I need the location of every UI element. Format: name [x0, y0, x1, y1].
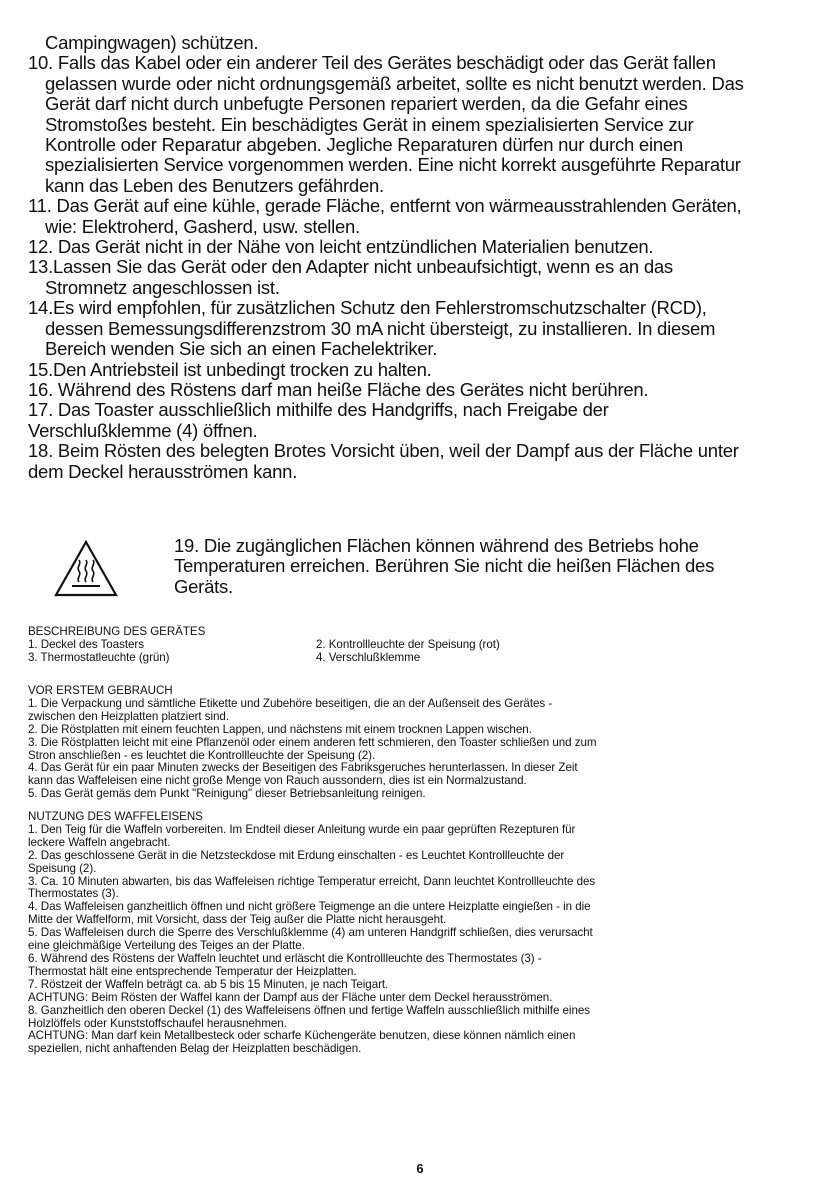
text-line: 1. Die Verpackung und sämtliche Etikette und Zubehöre beseitigen, die an der Außenseit des Gerätes -: [28, 696, 553, 710]
text-line: Speisung (2).: [28, 861, 97, 875]
safety-item-first-line: 10. Falls das Kabel oder ein anderer Teil des Gerätes beschädigt oder das Gerät fallen: [28, 52, 716, 74]
text-line: eine gleichmäßige Verteilung des Teiges an der Platte.: [28, 939, 305, 953]
parts-row: [28, 652, 818, 665]
text-line: 3. Die Röstplatten leicht mit eine Pflanzenöl oder einem anderen fett schmieren, den Toaster schließen und zum: [28, 735, 597, 749]
safety-item-first-line: 18. Beim Rösten des belegten Brotes Vorsicht üben, weil der Dampf aus der Fläche unter: [28, 440, 739, 462]
text-line: Thermostates (3).: [28, 887, 119, 901]
safety-item-11: [28, 196, 818, 237]
text-line: 8. Ganzheitlich den oberen Deckel (1) des Waffeleisens öffnen und fertige Waffeln ausschließlich mithilfe eines: [28, 1003, 590, 1017]
text-line: kann das Waffeleisen eine nicht große Menge von Rauch aussondern, dies ist ein Normalzustand.: [28, 774, 527, 788]
text-line: 6. Während des Röstens der Waffeln leuchtet und erläscht die Kontrollleuchte des Thermostates (3) -: [28, 951, 542, 965]
safety-item-line: wie: Elektroherd, Gasherd, usw. stellen.: [45, 215, 360, 237]
safety-item-first-line: 16. Während des Röstens darf man heiße Fläche des Gerätes nicht berühren.: [28, 378, 649, 400]
text-line: 4. Das Gerät für ein paar Minuten zwecks der Beseitigen des Fabriksgeruches herunterlassen. In dieser Zeit: [28, 761, 578, 775]
safety-item-line: dessen Bemessungsdifferenzstrom 30 mA nicht übersteigt, zu installieren. In diesem: [45, 317, 716, 339]
hot-surface-warning: [28, 536, 818, 616]
safety-item-line: Kontrolle oder Reparatur abgeben. Jegliche Reparaturen dürfen nur durch einen: [45, 134, 683, 156]
safety-item-line: gelassen wurde oder nicht ordnungsgemäß arbeitet, sollte es nicht benutzt werden. Das: [45, 72, 744, 94]
safety-item-14: [28, 298, 818, 359]
part-label: 4. Verschlußklemme: [316, 650, 421, 664]
safety-item-line: Bereich wenden Sie sich an einen Fachelektriker.: [45, 338, 438, 360]
safety-item-10: [28, 53, 818, 196]
safety-item-first-line: 17. Das Toaster ausschließlich mithilfe des Handgriffs, nach Freigabe der: [28, 399, 609, 421]
text-line: Mitte der Waffelform, mit Vorsicht, dass der Teig außer die Platte nicht herausgeht.: [28, 913, 447, 927]
warning-line: Temperaturen erreichen. Berühren Sie nicht die heißen Flächen des: [174, 555, 715, 577]
page-number: 6: [416, 1161, 424, 1176]
safety-item-13: [28, 257, 818, 298]
text-line: 7. Röstzeit der Waffeln beträgt ca. ab 5 bis 15 Minuten, je nach Teigart.: [28, 977, 389, 991]
safety-item-17: [28, 400, 818, 441]
warning-text: [174, 536, 814, 597]
safety-item-line: Stromnetz angeschlossen ist.: [45, 276, 280, 298]
text-line: 3. Ca. 10 Minuten abwarten, bis das Waffeleisen richtige Temperatur erreicht, Dann leuchtet Kontrollleuchte des: [28, 874, 596, 888]
safety-item-line: Stromstoßes besteht. Ein beschädigtes Gerät in einem spezialisierten Service zur: [45, 113, 694, 135]
safety-item-first-line: 11. Das Gerät auf eine kühle, gerade Fläche, entfernt von wärmeausstrahlenden Geräten,: [28, 195, 742, 217]
text-line: 2. Das geschlossene Gerät in die Netzsteckdose mit Erdung einschalten - es Leuchtet Kontrollleuchte der: [28, 848, 565, 862]
safety-item-line: dem Deckel herausströmen kann.: [28, 460, 298, 482]
safety-item-15: [28, 360, 818, 380]
text-line: ACHTUNG: Beim Rösten der Waffel kann der Dampf aus der Fläche unter dem Deckel herausströmen.: [28, 990, 553, 1004]
text-line: 2. Die Röstplatten mit einem feuchten Lappen, und nächstens mit einem trocknen Lappen wischen.: [28, 722, 532, 736]
first-use-section: [28, 685, 818, 801]
usage-section: [28, 811, 818, 1056]
safety-item-18: [28, 441, 818, 482]
safety-item-line: Gerät darf nicht durch unbefugte Personen repariert werden, da die Gefahr eines: [45, 93, 688, 115]
hot-surface-warning-icon: [54, 540, 118, 598]
safety-item-line: Verschlußklemme (4) öffnen.: [28, 419, 258, 441]
text-line: 1. Den Teig für die Waffeln vorbereiten. Im Endteil dieser Anleitung wurde ein paar geprüften Rezepturen für: [28, 822, 576, 836]
safety-item-16: [28, 380, 818, 400]
warning-line: 19. Die zugänglichen Flächen können während des Betriebs hohe: [174, 535, 699, 556]
safety-item-first-line: 15.Den Antriebsteil ist unbedingt trocken zu halten.: [28, 358, 432, 380]
text-line: 5. Das Gerät gemäs dem Punkt "Reinigung" dieser Betriebsanleitung reinigen.: [28, 787, 426, 801]
text-line: leckere Waffeln angebracht.: [28, 835, 171, 849]
text-line: speziellen, nicht anhaftenden Belag der Heizplatten beschädigen.: [28, 1042, 362, 1056]
part-label: 3. Thermostatleuchte (grün): [28, 650, 170, 664]
text-line: ACHTUNG: Man darf kein Metallbesteck oder scharfe Küchengeräte benutzen, diese können nämlich einen: [28, 1029, 576, 1043]
text-line: 5. Das Waffeleisen durch die Sperre des Verschlußklemme (4) am unteren Handgriff schließen, dies verursacht: [28, 926, 593, 940]
safety-item-line: spezialisierten Service vorgenommen werden. Eine nicht korrekt ausgeführte Reparatur: [45, 154, 741, 176]
safety-item-line: kann das Leben des Benutzers gefährden.: [45, 174, 384, 196]
text-line: Stron anschließen - es leuchtet die Kontrollleuchte der Speisung (2).: [28, 748, 376, 762]
safety-item-first-line: 14.Es wird empfohlen, für zusätzlichen Schutz den Fehlerstromschutzschalter (RCD),: [28, 297, 707, 319]
safety-item-first-line: 13.Lassen Sie das Gerät oder den Adapter nicht unbeaufsichtigt, wenn es an das: [28, 256, 673, 278]
text-line: 4. Das Waffeleisen ganzheitlich öffnen und nicht größere Teigmenge an die untere Heizplatte eingießen - in die: [28, 900, 591, 914]
safety-item-first-line: 12. Das Gerät nicht in der Nähe von leicht entzündlichen Materialien benutzen.: [28, 236, 654, 258]
safety-instructions: [28, 33, 818, 482]
parts-row: [28, 639, 818, 652]
section-heading: NUTZUNG DES WAFFELEISENS: [28, 810, 203, 823]
intro-continuation: Campingwagen) schützen.: [45, 32, 259, 53]
text-line: Holzlöffels oder Kunststoffschaufel herausnehmen.: [28, 1016, 287, 1030]
section-heading: VOR ERSTEM GEBRAUCH: [28, 684, 173, 697]
text-line: zwischen den Heizplatten platziert sind.: [28, 709, 229, 723]
description-section: [28, 626, 818, 665]
part-label: 2. Kontrollleuchte der Speisung (rot): [316, 637, 500, 651]
part-label: 1. Deckel des Toasters: [28, 637, 144, 651]
warning-line: Geräts.: [174, 575, 233, 597]
safety-item-12: [28, 237, 818, 257]
text-line: Thermostat hält eine entsprechende Temperatur der Heizplatten.: [28, 964, 357, 978]
section-heading: BESCHREIBUNG DES GERÄTES: [28, 625, 206, 638]
